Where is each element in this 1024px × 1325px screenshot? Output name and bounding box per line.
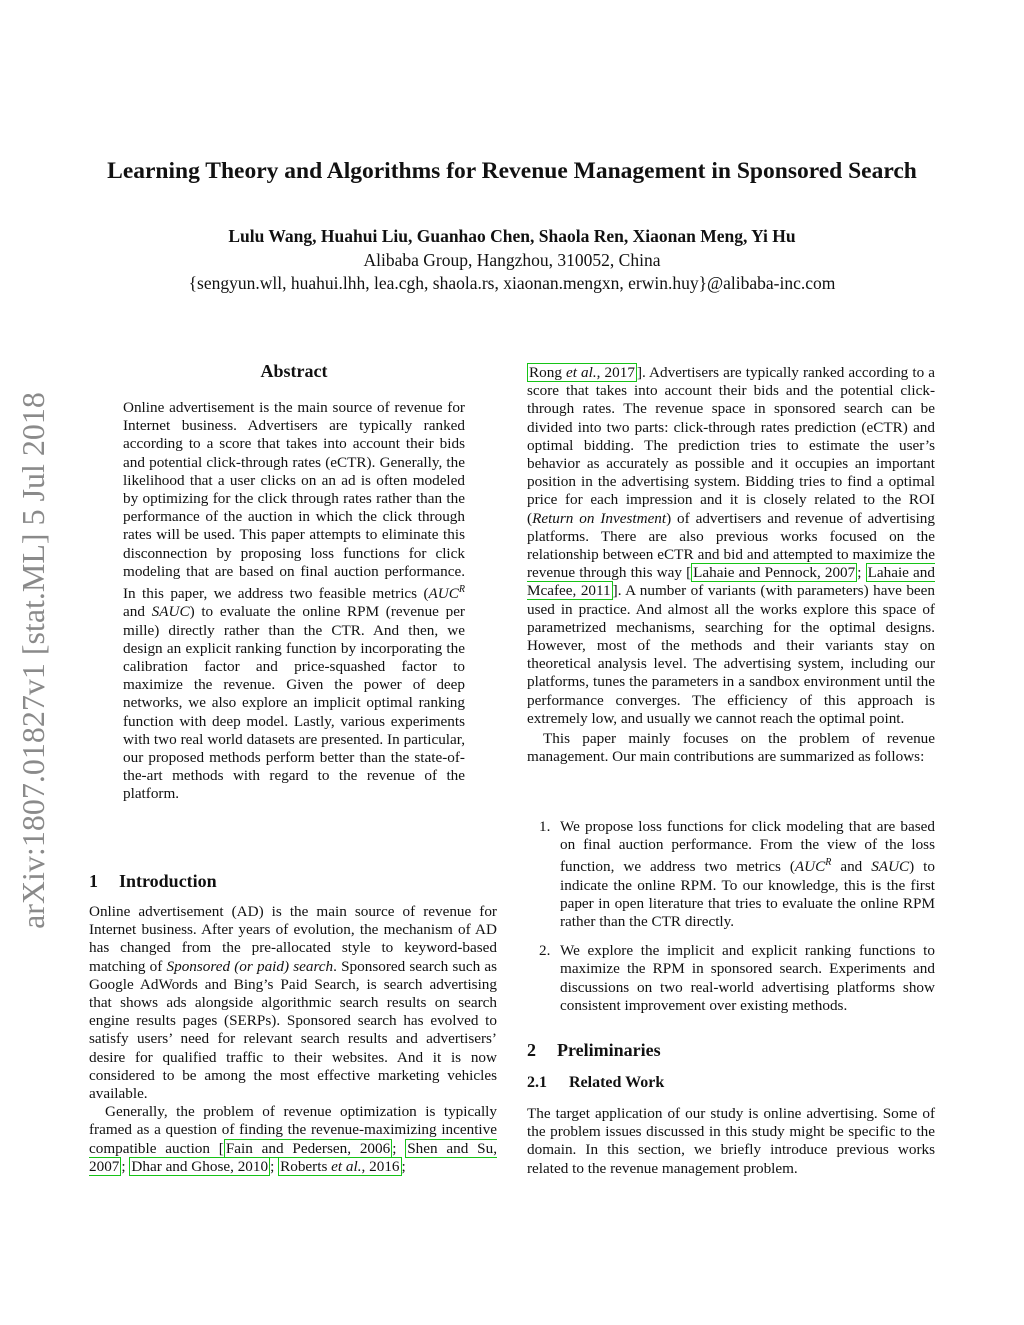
intro-paragraph-3: Rong et al., 2017 ]. Advertisers are typically ranked according to a score that takes into account their bids and the potential click-through rates. The revenue space in sponsored search can be divided into two parts: click-through rates prediction (eCTR) and optimal bidding. The prediction tries to estimate the user’s behavior as accurately as possible and it occupies an important position in the advertising system. Bidding tries to find a optimal price for each impression and it is closely related to the ROI (Return on Investment) of advertisers and revenue of advertising platforms. There are also previous works focused on the relationship between eCTR and bid and attempted to maximize the revenue through this way [ Lahaie and Pennock, 2007 ; Lahaie and Mcafee, 2011 ]. A number of variants (with parameters) have been used in practice. And almost all the works explore this space of parametrized mechanisms, searching for the optimal designs. However, most of the methods and their variants stay on theoretical analysis level. The advertising system, including our platforms, tunes the parameters in a sandbox environment until the performance converges. The efficiency of this approach is extremely low, and usually we cannot reach the optimal point. bbox=[527, 364, 935, 727]
affiliation: Alibaba Group, Hangzhou, 310052, China bbox=[363, 250, 661, 270]
abstract-body: Online advertisement is the main source of revenue for Internet business. Advertisers are typically ranked according to a score that takes into account their bids and potential click-through rates (eCTR). Generally, the likelihood that a user clicks on an ad is often modeled by optimizing for the click through rates rather than the performance of the auction in which the click through rates will be used. This paper attempts to eliminate this disconnection by proposing loss functions for click modeling that are based on final auction performance. In this paper, we address two feasible metrics ($AUC^R$ and SAUC) to evaluate the online RPM (revenue per mille) directly rather than the CTR. And then, we design an explicit ranking function by incorporating the calibration factor and price-squashed factor to maximize the revenue. Given the power of deep networks, we also explore an implicit optimal ranking function with deep model. Lastly, various experiments with two real world datasets are presented. In particular, our proposed methods perform better than the state-of-the-art methods with regard to the revenue of the platform. bbox=[123, 399, 465, 803]
arxiv-identifier bbox=[8, 365, 58, 955]
section-heading-preliminaries: 2 Preliminaries bbox=[527, 1040, 661, 1060]
list-item: 2. We explore the implicit and explicit ranking functions to maximize the RPM in sponsored search. Experiments and discussions on two real-world advertising platforms show consistent improvement over existing methods. bbox=[539, 942, 935, 1014]
sauc-metric: SAUC bbox=[151, 603, 190, 621]
citation-link[interactable]: Fain and Pedersen, 2006 bbox=[225, 1139, 391, 1157]
citation-link[interactable]: Rong et al., 2017 bbox=[529, 364, 635, 381]
subsection-heading-related-work: 2.1 Related Work bbox=[527, 1074, 665, 1091]
citation-link[interactable]: Lahaie and Pennock, 2007 bbox=[693, 564, 856, 582]
intro-paragraph-2: Generally, the problem of revenue optimization is typically framed as a question of finding the revenue-maximizing incentive compatible auction [ Fain and Pedersen, 2006 ; Shen and Su, 2007 ; Dhar and Ghose, 2010 ; Roberts et al., 2016 ; bbox=[89, 1103, 497, 1175]
citation-link[interactable]: Roberts et al., 2016 bbox=[280, 1157, 400, 1175]
related-work-body: The target application of our study is online advertising. Some of the problem issues discussed in this study might be specific to the domain. In this section, we briefly introduce previous works related to the revenue management problem. bbox=[527, 1105, 935, 1177]
citation-link[interactable]: Dhar and Ghose, 2010 bbox=[131, 1157, 269, 1175]
paper-title: Learning Theory and Algorithms for Revenue Management in Sponsored Search bbox=[107, 158, 917, 184]
list-item: 1. We propose loss functions for click modeling that are based on final auction performance. From the view of the loss function, we address two metrics ($AUC^R$ and SAUC) to indicate the online RPM. To our knowledge, this is the first paper in open literature that tries to evaluate the online RPM rather than the CTR directly. bbox=[539, 818, 935, 931]
contributions-list bbox=[527, 818, 935, 1026]
introduction-continued bbox=[527, 364, 935, 766]
intro-paragraph-1: Online advertisement (AD) is the main source of revenue for Internet business. After years of evolution, the mechanism of AD has changed from the pre-allocated style to keyword-based matching of Sponsored (or paid) search. Sponsored search such as Google AdWords and Bing’s Paid Search, is search advertising that shows ads alongside algorithmic search results on search engine results pages (SERPs). Sponsored search has evolved to satisfy users’ need for relevant search results and advertisers’ desire for qualified traffic to their websites. And it is now considered to be among the most effective marketing vehicles available. bbox=[89, 903, 498, 1103]
author-list: Lulu Wang, Huahui Liu, Guanhao Chen, Shaola Ren, Xiaonan Meng, Yi Hu bbox=[228, 226, 796, 246]
citation-link[interactable]: Lahaie and Mcafee, 2011 bbox=[527, 564, 935, 600]
auc-r-metric: $AUC^R$ bbox=[428, 584, 465, 603]
abstract-heading: Abstract bbox=[260, 361, 328, 381]
author-emails: {sengyun.wll, huahui.lhh, lea.cgh, shaola.rs, xiaonan.mengxn, erwin.huy}@alibaba-inc.com bbox=[188, 273, 836, 293]
section-heading-introduction: 1 Introduction bbox=[89, 871, 217, 891]
intro-paragraph-4: This paper mainly focuses on the problem of revenue management. Our main contributions are summarized as follows: bbox=[527, 730, 935, 766]
introduction-body bbox=[89, 903, 497, 1176]
arxiv-id-text: arXiv:1807.01827v1 [stat.ML] 5 Jul 2018 bbox=[14, 391, 51, 929]
citation-link[interactable]: Shen and Su, 2007 bbox=[89, 1139, 497, 1175]
